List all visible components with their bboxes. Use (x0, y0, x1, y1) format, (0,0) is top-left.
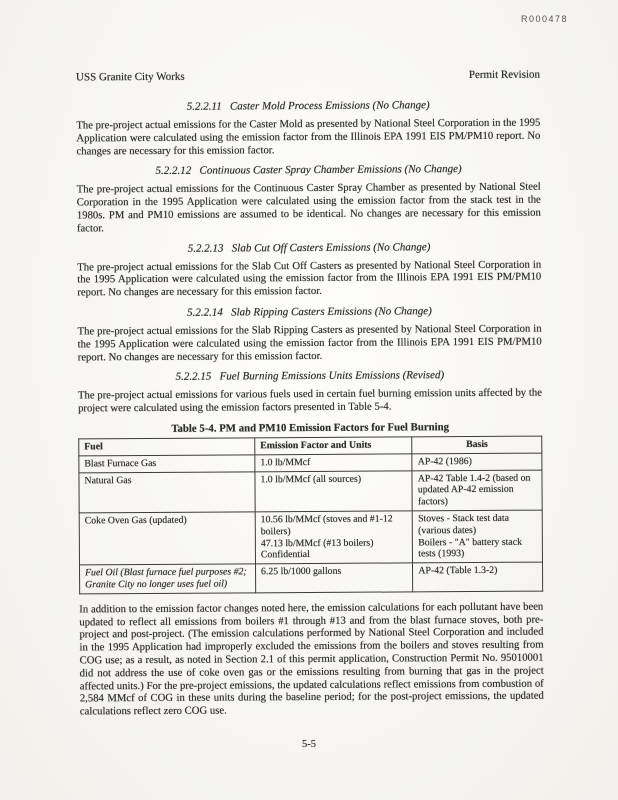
col-header-basis: Basis (412, 436, 542, 454)
section-body-slab-cut-off: The pre-project actual emissions for the Slab Cut Off Casters as presented by National Steel Corporation in the 1995 Application were calculated using the emission factor from the Illinois EPA 1991 EIS PM/PM10 report. No changes are necessary for this emission factor. (77, 258, 542, 299)
table-row-coke-oven-gas (79, 510, 542, 565)
section-heading-caster-mold: 5.2.2.11 Caster Mold Process Emissions (No Change) (186, 99, 430, 113)
table-cell: Coke Oven Gas (updated) (79, 512, 255, 565)
section-body-caster-mold: The pre-project actual emissions for the Caster Mold as presented by National Steel Corporation in the 1995 Application were calculated using the emission factor from the Illinois EPA 1991 EIS PM/PM10 report. No changes are necessary for this emission factor. (76, 116, 541, 158)
section-heading-fuel-burning: 5.2.2.15 Fuel Burning Emissions Units Emissions (Revised) (175, 369, 445, 384)
page-number: 5-5 (302, 739, 316, 750)
section-body-fuel-burning: The pre-project actual emissions for various fuels used in certain fuel burning emission units affected by the project were calculated using the emission factors presented in Table 5-4. (77, 386, 542, 415)
table-cell: Natural Gas (79, 471, 255, 512)
section-body-slab-ripping: The pre-project actual emissions for the Slab Ripping Casters as presented by National Steel Corporation in the 1995 Application were calculated using the emission factor from the Illinois EPA 1991 EIS PM/PM10 report. No changes are necessary for this emission factor. (77, 322, 542, 363)
section-heading-slab-cut-off: 5.2.2.13 Slab Cut Off Casters Emissions (No Change) (187, 240, 431, 255)
section-heading-spray-chamber: 5.2.2.12 Continuous Caster Spray Chamber Emissions (No Change) (155, 163, 462, 178)
section-heading-slab-ripping: 5.2.2.14 Slab Ripping Casters Emissions (No Change) (187, 305, 432, 319)
table-cell: AP-42 (1986) (412, 453, 542, 471)
table-cell: Stoves - Stack test data (various dates) Boilers - "A" battery stack tests (1993) (413, 510, 543, 563)
closing-paragraph: In addition to the emission factor changes noted here, the emission calculations for each pollutant have been updated to reflect all emissions from boilers #1 through #13 and from the blast furnace stoves, both pre-project and post-project. (The emission calculations performed by National Steel Corporation and included in the 1995 Application had improperly excluded the emissions from the boilers and stoves resulting from COG use; as a result, as noted in Section 2.1 of this permit application, Construction Permit No. 95010001 did not address the use of coke oven gas or the emissions resulting from burning that gas in the project affected units.) For the pre-project emissions, the updated calculations reflect emissions from combustion of 2,584 MMcf of COG in these units during the baseline period; for the post-project emissions, the updated calculations reflect zero COG use. (79, 600, 544, 718)
table-cell: 6.25 lb/1000 gallons (255, 563, 413, 593)
page-header (76, 69, 540, 84)
table-row-fuel-oil (80, 562, 543, 593)
table-cell: Fuel Oil (Blast furnace fuel purposes #2; Granite City no longer uses fuel oil) (80, 564, 256, 594)
table-cell: 1.0 lb/MMcf (255, 454, 413, 472)
document-stamp: R000478 (520, 14, 568, 24)
table-cell: Blast Furnace Gas (79, 455, 255, 473)
table-row-natural-gas (79, 470, 542, 513)
table-cell: 1.0 lb/MMcf (all sources) (255, 470, 413, 511)
col-header-fuel: Fuel (79, 438, 255, 456)
table-title: Table 5-4. PM and PM10 Emission Factors for Fuel Burning (171, 421, 450, 435)
col-header-emission-factor: Emission Factor and Units (255, 437, 413, 455)
section-body-spray-chamber: The pre-project actual emissions for the Continuous Caster Spray Chamber as presented by National Steel Corporation in the 1995 Application were calculated using the emission factor from the stack test in the 1980s. PM and PM10 emissions are assumed to be identical. No changes are necessary for this emission factor. (76, 180, 541, 235)
table-cell: AP-42 Table 1.4-2 (based on updated AP-42 emission factors) (412, 470, 542, 511)
header-right-title: Permit Revision (468, 68, 541, 82)
header-left-title: USS Granite City Works (75, 70, 185, 84)
emission-factors-table (78, 436, 543, 595)
table-cell: 10.56 lb/MMcf (stoves and #1-12 boilers) 47.13 lb/MMcf (#13 boilers) Confidential (255, 511, 413, 564)
table-cell: AP-42 (Table 1.3-2) (413, 562, 543, 591)
